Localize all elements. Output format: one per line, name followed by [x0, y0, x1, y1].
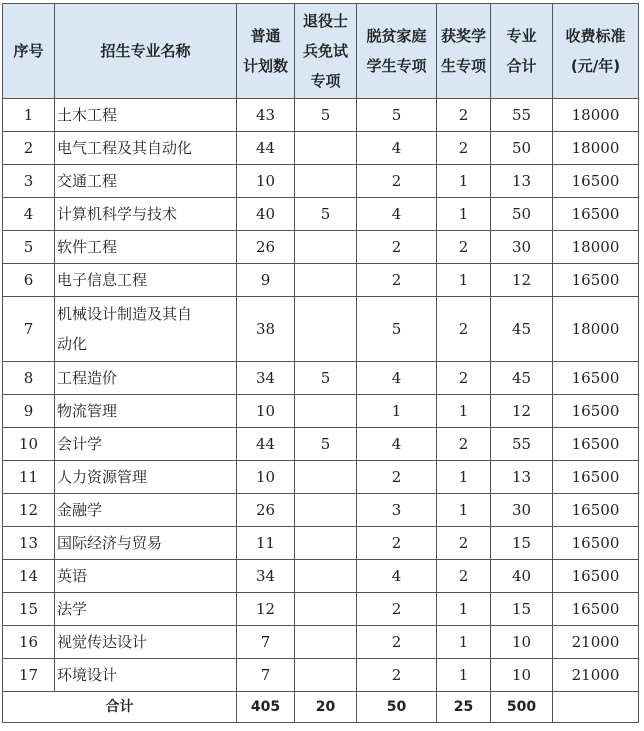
- row-fee: 16500: [553, 395, 639, 428]
- row-total: 13: [491, 461, 553, 494]
- row-veteran: [295, 297, 357, 362]
- table-row: [3, 494, 639, 527]
- total-poverty: 50: [357, 692, 437, 723]
- row-index: 14: [3, 560, 55, 593]
- row-regular: 7: [237, 626, 295, 659]
- total-label: 合计: [3, 692, 237, 723]
- row-regular: 34: [237, 560, 295, 593]
- row-poverty: 2: [357, 264, 437, 297]
- row-regular: 11: [237, 527, 295, 560]
- row-regular: 26: [237, 231, 295, 264]
- row-veteran: 5: [295, 362, 357, 395]
- row-poverty: 2: [357, 461, 437, 494]
- row-veteran: [295, 560, 357, 593]
- row-award: 2: [437, 560, 491, 593]
- table-row: [3, 297, 639, 362]
- row-veteran: [295, 264, 357, 297]
- row-major-name: 会计学: [55, 428, 237, 461]
- row-major-name: 土木工程: [55, 99, 237, 132]
- row-veteran: [295, 527, 357, 560]
- row-award: 2: [437, 231, 491, 264]
- row-total: 12: [491, 395, 553, 428]
- header-regular-plan: 普通 计划数: [237, 4, 295, 99]
- total-fee: [553, 692, 639, 723]
- row-index: 7: [3, 297, 55, 362]
- row-major-name: 英语: [55, 560, 237, 593]
- row-award: 1: [437, 395, 491, 428]
- row-award: 2: [437, 527, 491, 560]
- row-award: 2: [437, 297, 491, 362]
- row-veteran: [295, 132, 357, 165]
- row-fee: 18000: [553, 132, 639, 165]
- row-award: 1: [437, 593, 491, 626]
- header-poverty-special: 脱贫家庭 学生专项: [357, 4, 437, 99]
- row-veteran: [295, 461, 357, 494]
- table-row: [3, 362, 639, 395]
- row-award: 1: [437, 264, 491, 297]
- row-major-name: [55, 297, 237, 362]
- total-regular: 405: [237, 692, 295, 723]
- header-major-name: 招生专业名称: [55, 4, 237, 99]
- row-poverty: 3: [357, 494, 437, 527]
- row-index: 13: [3, 527, 55, 560]
- row-major-name-line2: 动化: [57, 335, 88, 353]
- table-row: [3, 132, 639, 165]
- row-veteran: [295, 231, 357, 264]
- row-award: 2: [437, 132, 491, 165]
- row-award: 1: [437, 461, 491, 494]
- row-fee: 16500: [553, 560, 639, 593]
- row-index: 3: [3, 165, 55, 198]
- row-poverty: 2: [357, 593, 437, 626]
- row-fee: 16500: [553, 264, 639, 297]
- row-regular: 38: [237, 297, 295, 362]
- row-poverty: 2: [357, 231, 437, 264]
- table-row: [3, 198, 639, 231]
- row-index: 11: [3, 461, 55, 494]
- row-award: 2: [437, 362, 491, 395]
- row-index: 12: [3, 494, 55, 527]
- row-fee: 16500: [553, 198, 639, 231]
- row-major-name: 交通工程: [55, 165, 237, 198]
- row-total: 30: [491, 231, 553, 264]
- row-major-name: 环境设计: [55, 659, 237, 692]
- row-poverty: 2: [357, 626, 437, 659]
- row-major-name: 物流管理: [55, 395, 237, 428]
- row-fee: 16500: [553, 593, 639, 626]
- row-major-name: 国际经济与贸易: [55, 527, 237, 560]
- row-poverty: 4: [357, 132, 437, 165]
- row-award: 2: [437, 428, 491, 461]
- row-index: 1: [3, 99, 55, 132]
- table-row: [3, 593, 639, 626]
- row-regular: 26: [237, 494, 295, 527]
- row-regular: 34: [237, 362, 295, 395]
- row-total: 15: [491, 593, 553, 626]
- row-total: 30: [491, 494, 553, 527]
- row-veteran: [295, 593, 357, 626]
- row-award: 1: [437, 626, 491, 659]
- row-fee: 16500: [553, 461, 639, 494]
- row-index: 5: [3, 231, 55, 264]
- row-poverty: 2: [357, 527, 437, 560]
- row-index: 2: [3, 132, 55, 165]
- table-row: [3, 395, 639, 428]
- row-total: 55: [491, 99, 553, 132]
- row-major-name: 法学: [55, 593, 237, 626]
- row-index: 4: [3, 198, 55, 231]
- row-major-name: 计算机科学与技术: [55, 198, 237, 231]
- row-total: 10: [491, 659, 553, 692]
- row-poverty: 5: [357, 297, 437, 362]
- table-row: [3, 428, 639, 461]
- row-veteran: [295, 494, 357, 527]
- table-row: [3, 99, 639, 132]
- row-major-name: 金融学: [55, 494, 237, 527]
- row-total: 40: [491, 560, 553, 593]
- row-regular: 9: [237, 264, 295, 297]
- row-major-name: 电子信息工程: [55, 264, 237, 297]
- table-row: [3, 165, 639, 198]
- row-index: 9: [3, 395, 55, 428]
- row-poverty: 5: [357, 99, 437, 132]
- row-major-name: 软件工程: [55, 231, 237, 264]
- row-award: 1: [437, 494, 491, 527]
- total-award: 25: [437, 692, 491, 723]
- row-poverty: 4: [357, 198, 437, 231]
- row-fee: 16500: [553, 362, 639, 395]
- table-row: [3, 461, 639, 494]
- row-veteran: 5: [295, 428, 357, 461]
- row-major-name: 电气工程及其自动化: [55, 132, 237, 165]
- enrollment-plan-table-container: [2, 3, 639, 723]
- row-fee: 18000: [553, 231, 639, 264]
- row-total: 50: [491, 198, 553, 231]
- row-poverty: 4: [357, 428, 437, 461]
- row-award: 2: [437, 99, 491, 132]
- table-row: [3, 527, 639, 560]
- row-regular: 10: [237, 165, 295, 198]
- row-poverty: 4: [357, 362, 437, 395]
- row-fee: 16500: [553, 428, 639, 461]
- header-veteran-special: 退役士 兵免试 专项: [295, 4, 357, 99]
- row-total: 50: [491, 132, 553, 165]
- table-row: [3, 264, 639, 297]
- row-regular: 44: [237, 428, 295, 461]
- row-fee: 16500: [553, 494, 639, 527]
- row-major-name: 视觉传达设计: [55, 626, 237, 659]
- row-fee: 16500: [553, 527, 639, 560]
- row-major-name: 工程造价: [55, 362, 237, 395]
- total-row: [3, 692, 639, 723]
- row-poverty: 4: [357, 560, 437, 593]
- row-regular: 10: [237, 395, 295, 428]
- table-row: [3, 560, 639, 593]
- table-row: [3, 626, 639, 659]
- row-regular: 10: [237, 461, 295, 494]
- total-sum: 500: [491, 692, 553, 723]
- row-total: 13: [491, 165, 553, 198]
- row-fee: 16500: [553, 165, 639, 198]
- row-index: 8: [3, 362, 55, 395]
- row-veteran: [295, 659, 357, 692]
- row-fee: 21000: [553, 626, 639, 659]
- row-poverty: 1: [357, 395, 437, 428]
- row-total: 55: [491, 428, 553, 461]
- row-regular: 43: [237, 99, 295, 132]
- row-index: 16: [3, 626, 55, 659]
- row-fee: 18000: [553, 297, 639, 362]
- table-row: [3, 659, 639, 692]
- row-award: 1: [437, 165, 491, 198]
- row-total: 45: [491, 297, 553, 362]
- row-total: 10: [491, 626, 553, 659]
- row-regular: 7: [237, 659, 295, 692]
- row-award: 1: [437, 198, 491, 231]
- row-veteran: 5: [295, 198, 357, 231]
- row-veteran: [295, 165, 357, 198]
- row-regular: 40: [237, 198, 295, 231]
- header-fee-standard: 收费标准 (元/年): [553, 4, 639, 99]
- header-index: 序号: [3, 4, 55, 99]
- row-award: 1: [437, 659, 491, 692]
- row-poverty: 2: [357, 165, 437, 198]
- row-fee: 21000: [553, 659, 639, 692]
- row-veteran: 5: [295, 99, 357, 132]
- enrollment-plan-table: [2, 3, 639, 723]
- row-veteran: [295, 395, 357, 428]
- row-index: 6: [3, 264, 55, 297]
- row-fee: 18000: [553, 99, 639, 132]
- total-veteran: 20: [295, 692, 357, 723]
- row-index: 10: [3, 428, 55, 461]
- table-row: [3, 231, 639, 264]
- row-major-name-line1: 机械设计制造及其自: [57, 305, 193, 323]
- row-index: 15: [3, 593, 55, 626]
- row-total: 45: [491, 362, 553, 395]
- row-total: 15: [491, 527, 553, 560]
- row-regular: 44: [237, 132, 295, 165]
- row-index: 17: [3, 659, 55, 692]
- row-major-name: 人力资源管理: [55, 461, 237, 494]
- row-regular: 12: [237, 593, 295, 626]
- header-award-special: 获奖学 生专项: [437, 4, 491, 99]
- row-veteran: [295, 626, 357, 659]
- header-row: [3, 4, 639, 99]
- header-major-total: 专业 合计: [491, 4, 553, 99]
- row-poverty: 2: [357, 659, 437, 692]
- row-total: 12: [491, 264, 553, 297]
